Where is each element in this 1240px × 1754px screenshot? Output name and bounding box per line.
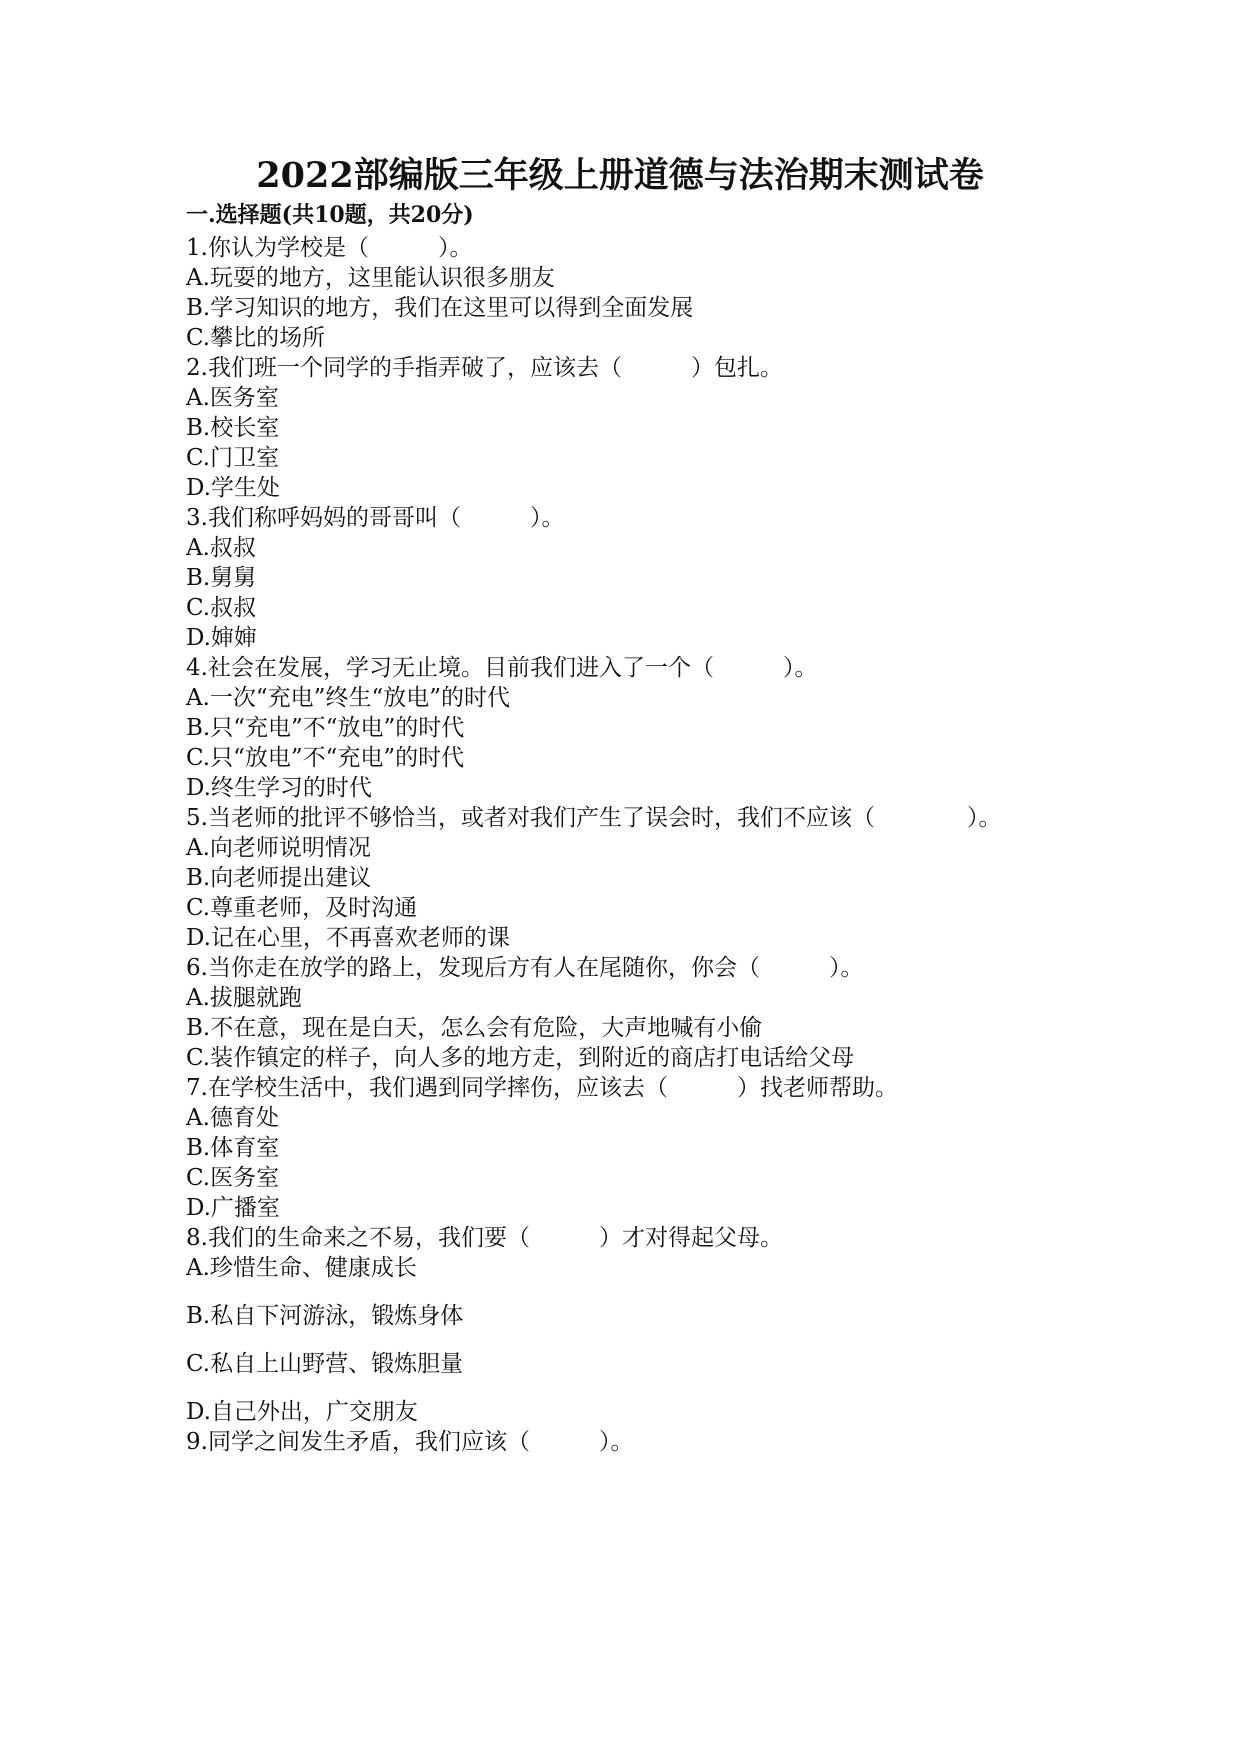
- option-line: A.医务室: [186, 385, 279, 411]
- question-line: 3.我们称呼妈妈的哥哥叫（ ）。: [186, 505, 565, 531]
- page-title: 2022部编版三年级上册道德与法治期末测试卷: [256, 155, 984, 196]
- option-line: B.体育室: [186, 1135, 280, 1161]
- option-line: A.德育处: [186, 1105, 279, 1131]
- option-line: D.记在心里，不再喜欢老师的课: [186, 925, 510, 951]
- option-line: C.医务室: [186, 1165, 280, 1191]
- option-line: A.叔叔: [186, 535, 256, 561]
- question-line: 1.你认为学校是（ ）。: [186, 235, 473, 261]
- option-line: C.尊重老师，及时沟通: [186, 895, 418, 921]
- option-line: B.只“充电”不“放电”的时代: [186, 715, 465, 741]
- question-line: 5.当老师的批评不够恰当，或者对我们产生了误会时，我们不应该（ ）。: [186, 805, 1002, 831]
- question-line: 7.在学校生活中，我们遇到同学摔伤，应该去（ ）找老师帮助。: [186, 1075, 898, 1101]
- option-line: A.玩耍的地方，这里能认识很多朋友: [186, 265, 555, 291]
- option-line: C.只“放电”不“充电”的时代: [186, 745, 465, 771]
- option-line: A.拔腿就跑: [186, 985, 302, 1011]
- question-line: 8.我们的生命来之不易，我们要（ ）才对得起父母。: [186, 1225, 783, 1251]
- option-line: D.广播室: [186, 1195, 280, 1221]
- option-line: D.终生学习的时代: [186, 775, 372, 801]
- option-line: B.不在意，现在是白天，怎么会有危险，大声地喊有小偷: [186, 1015, 763, 1041]
- option-line: B.私自下河游泳，锻炼身体: [186, 1303, 464, 1329]
- option-line: C.门卫室: [186, 445, 280, 471]
- option-line: C.叔叔: [186, 595, 257, 621]
- question-line: 2.我们班一个同学的手指弄破了，应该去（ ）包扎。: [186, 355, 783, 381]
- section-heading: 一.选择题(共10题，共20分): [186, 202, 474, 228]
- option-line: A.珍惜生命、健康成长: [186, 1255, 417, 1281]
- question-line: 4.社会在发展，学习无止境。目前我们进入了一个（ ）。: [186, 655, 818, 681]
- option-line: D.婶婶: [186, 625, 257, 651]
- option-line: B.校长室: [186, 415, 280, 441]
- option-line: A.向老师说明情况: [186, 835, 371, 861]
- option-line: D.学生处: [186, 475, 280, 501]
- option-line: B.向老师提出建议: [186, 865, 372, 891]
- option-line: D.自己外出，广交朋友: [186, 1399, 418, 1425]
- option-line: C.私自上山野营、锻炼胆量: [186, 1351, 464, 1377]
- question-line: 9.同学之间发生矛盾，我们应该（ ）。: [186, 1429, 634, 1455]
- question-line: 6.当你走在放学的路上，发现后方有人在尾随你，你会（ ）。: [186, 955, 864, 981]
- option-line: B.舅舅: [186, 565, 257, 591]
- option-line: C.攀比的场所: [186, 325, 326, 351]
- option-line: B.学习知识的地方，我们在这里可以得到全面发展: [186, 295, 694, 321]
- option-line: C.装作镇定的样子，向人多的地方走，到附近的商店打电话给父母: [186, 1045, 855, 1071]
- option-line: A.一次“充电”终生“放电”的时代: [186, 685, 510, 711]
